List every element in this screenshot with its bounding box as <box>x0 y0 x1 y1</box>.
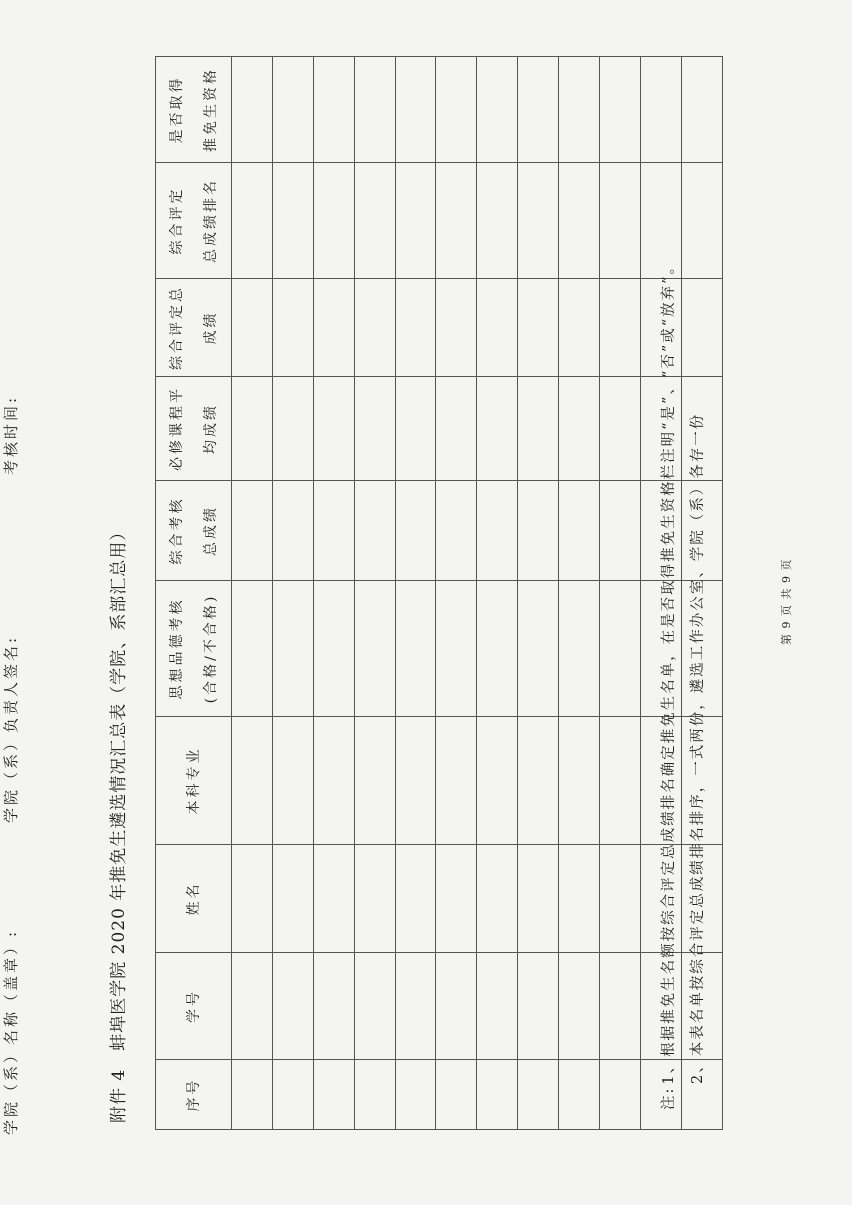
column-header-line: 总成绩 <box>202 505 219 556</box>
column-header-10 <box>156 57 232 163</box>
table-cell[interactable] <box>477 163 518 279</box>
table-cell[interactable] <box>272 845 313 953</box>
table-row <box>272 57 313 1130</box>
table-cell[interactable] <box>354 717 395 845</box>
table-cell[interactable] <box>518 57 559 163</box>
table-cell[interactable] <box>600 845 641 953</box>
table-cell[interactable] <box>600 57 641 163</box>
table-cell[interactable] <box>436 163 477 279</box>
table-cell[interactable] <box>232 581 273 717</box>
column-header-line: 姓名 <box>185 881 202 916</box>
table-cell[interactable] <box>395 279 436 377</box>
column-header-line: (合格/不合格) <box>202 593 219 704</box>
table-cell[interactable] <box>354 279 395 377</box>
table-cell[interactable] <box>518 581 559 717</box>
table-cell[interactable] <box>395 717 436 845</box>
column-header-line: 综合考核 <box>168 496 185 565</box>
title-main: 蚌埠医学院 2020 年推免生遴选情况汇总表（学院、系部汇总用） <box>109 522 129 1051</box>
table-row <box>518 57 559 1130</box>
table-row <box>600 57 641 1130</box>
table-cell[interactable] <box>313 57 354 163</box>
column-header-line: 总成绩排名 <box>202 178 219 263</box>
table-cell[interactable] <box>313 377 354 481</box>
table-cell[interactable] <box>395 581 436 717</box>
column-header-2 <box>156 953 232 1060</box>
table-cell[interactable] <box>477 1060 518 1130</box>
table-cell[interactable] <box>232 279 273 377</box>
table-cell[interactable] <box>354 481 395 581</box>
table-cell[interactable] <box>313 163 354 279</box>
table-cell[interactable] <box>518 163 559 279</box>
table-cell[interactable] <box>313 1060 354 1130</box>
table-cell[interactable] <box>232 953 273 1060</box>
column-header-line: 序号 <box>185 1077 202 1112</box>
table-cell[interactable] <box>436 1060 477 1130</box>
table-cell[interactable] <box>395 845 436 953</box>
table-cell[interactable] <box>354 845 395 953</box>
column-header-line: 是否取得 <box>168 75 185 144</box>
column-header-line: 成绩 <box>202 310 219 345</box>
table-cell[interactable] <box>477 377 518 481</box>
table-cell[interactable] <box>313 717 354 845</box>
table-cell[interactable] <box>518 953 559 1060</box>
table-cell[interactable] <box>518 481 559 581</box>
table-cell[interactable] <box>518 279 559 377</box>
column-header-4 <box>156 717 232 845</box>
table-cell[interactable] <box>559 845 600 953</box>
column-header-line: 必修课程平 <box>168 386 185 471</box>
attachment-label: 附件 4 <box>109 1068 129 1123</box>
table-cell[interactable] <box>559 1060 600 1130</box>
assessment-time-label: 考核时间: <box>2 394 20 475</box>
table-cell[interactable] <box>559 163 600 279</box>
table-cell[interactable] <box>600 717 641 845</box>
table-cell[interactable] <box>313 845 354 953</box>
table-cell[interactable] <box>518 845 559 953</box>
column-header-line: 本科专业 <box>185 746 202 815</box>
table-cell[interactable] <box>681 57 722 163</box>
table-cell[interactable] <box>436 377 477 481</box>
table-cell[interactable] <box>436 581 477 717</box>
table-cell[interactable] <box>313 953 354 1060</box>
table-cell[interactable] <box>272 279 313 377</box>
page-number: 第 9 页 共 9 页 <box>780 558 793 645</box>
column-header-line: 综合评定 <box>168 186 185 255</box>
table-cell[interactable] <box>232 717 273 845</box>
column-header-1 <box>156 1060 232 1130</box>
table-cell[interactable] <box>477 57 518 163</box>
table-cell[interactable] <box>272 1060 313 1130</box>
table-cell[interactable] <box>600 163 641 279</box>
table-row <box>395 57 436 1130</box>
table-cell[interactable] <box>232 57 273 163</box>
table-cell[interactable] <box>272 481 313 581</box>
notes-block <box>655 258 713 1110</box>
column-header-3 <box>156 845 232 953</box>
table-cell[interactable] <box>559 581 600 717</box>
table-row <box>354 57 395 1130</box>
table-cell[interactable] <box>395 953 436 1060</box>
column-header-line: 学号 <box>185 989 202 1023</box>
note-prefix: 注: <box>661 1086 677 1110</box>
column-header-8 <box>156 279 232 377</box>
table-row <box>232 57 273 1130</box>
column-header-7 <box>156 377 232 481</box>
table-cell[interactable] <box>272 581 313 717</box>
table-cell[interactable] <box>600 481 641 581</box>
table-row <box>436 57 477 1130</box>
column-header-9 <box>156 163 232 279</box>
table-cell[interactable] <box>600 953 641 1060</box>
table-cell[interactable] <box>272 377 313 481</box>
table-cell[interactable] <box>354 581 395 717</box>
document-title <box>104 523 129 1123</box>
table-cell[interactable] <box>600 1060 641 1130</box>
table-cell[interactable] <box>232 163 273 279</box>
table-row <box>313 57 354 1130</box>
table-cell[interactable] <box>477 279 518 377</box>
table-cell[interactable] <box>600 581 641 717</box>
table-cell[interactable] <box>559 717 600 845</box>
table-body <box>232 57 723 1130</box>
leader-signature-label: 学院（系）负责人签名: <box>2 634 20 823</box>
table-cell[interactable] <box>232 845 273 953</box>
table-cell[interactable] <box>559 279 600 377</box>
table-cell[interactable] <box>559 953 600 1060</box>
table-cell[interactable] <box>395 481 436 581</box>
table-cell[interactable] <box>354 953 395 1060</box>
table-cell[interactable] <box>272 163 313 279</box>
unit-name-label: 学院（系）名称（盖章）: <box>2 928 20 1135</box>
table-cell[interactable] <box>313 581 354 717</box>
table-cell[interactable] <box>395 163 436 279</box>
table-cell[interactable] <box>436 57 477 163</box>
column-header-line: 均成绩 <box>202 403 219 454</box>
table-cell[interactable] <box>232 377 273 481</box>
table-cell[interactable] <box>559 481 600 581</box>
table-cell[interactable] <box>436 953 477 1060</box>
table-cell[interactable] <box>354 1060 395 1130</box>
table-cell[interactable] <box>354 163 395 279</box>
column-header-line: 推免生资格 <box>202 67 219 152</box>
column-header-6 <box>156 481 232 581</box>
table-cell[interactable] <box>354 377 395 481</box>
table-cell[interactable] <box>600 279 641 377</box>
table-cell[interactable] <box>436 845 477 953</box>
table-cell[interactable] <box>436 717 477 845</box>
table-cell[interactable] <box>477 953 518 1060</box>
column-header-5 <box>156 581 232 717</box>
table-cell[interactable] <box>640 57 681 163</box>
table-cell[interactable] <box>477 481 518 581</box>
table-cell[interactable] <box>313 481 354 581</box>
table-cell[interactable] <box>559 57 600 163</box>
table-cell[interactable] <box>477 845 518 953</box>
table-cell[interactable] <box>272 953 313 1060</box>
note-item-2: 2、本表名单按综合评定总成绩排名排序，一式两份，遴选工作办公室、学院（系）各存一份 <box>690 412 706 1084</box>
table-header-row <box>156 57 232 1130</box>
table-cell[interactable] <box>518 1060 559 1130</box>
table-cell[interactable] <box>600 377 641 481</box>
table-cell[interactable] <box>477 581 518 717</box>
table-cell[interactable] <box>436 481 477 581</box>
table-cell[interactable] <box>436 279 477 377</box>
note-item-1: 注:1、根据推免生名额按综合评定总成绩排名确定推免生名单，在是否取得推免生资格栏注明“是”、“否”或“放弃”。 <box>661 257 677 1110</box>
table-cell[interactable] <box>272 717 313 845</box>
table-row <box>477 57 518 1130</box>
summary-table <box>155 56 723 1130</box>
table-cell[interactable] <box>232 481 273 581</box>
table-cell[interactable] <box>395 57 436 163</box>
table-cell[interactable] <box>395 1060 436 1130</box>
table-cell[interactable] <box>518 377 559 481</box>
table-row <box>559 57 600 1130</box>
table-cell[interactable] <box>272 57 313 163</box>
table-cell[interactable] <box>395 377 436 481</box>
table-cell[interactable] <box>313 279 354 377</box>
table-cell[interactable] <box>477 717 518 845</box>
table-cell[interactable] <box>559 377 600 481</box>
table-cell[interactable] <box>518 717 559 845</box>
table-cell[interactable] <box>354 57 395 163</box>
table-cell[interactable] <box>232 1060 273 1130</box>
column-header-line: 思想品德考核 <box>168 597 185 700</box>
column-header-line: 综合评定总 <box>168 285 185 370</box>
